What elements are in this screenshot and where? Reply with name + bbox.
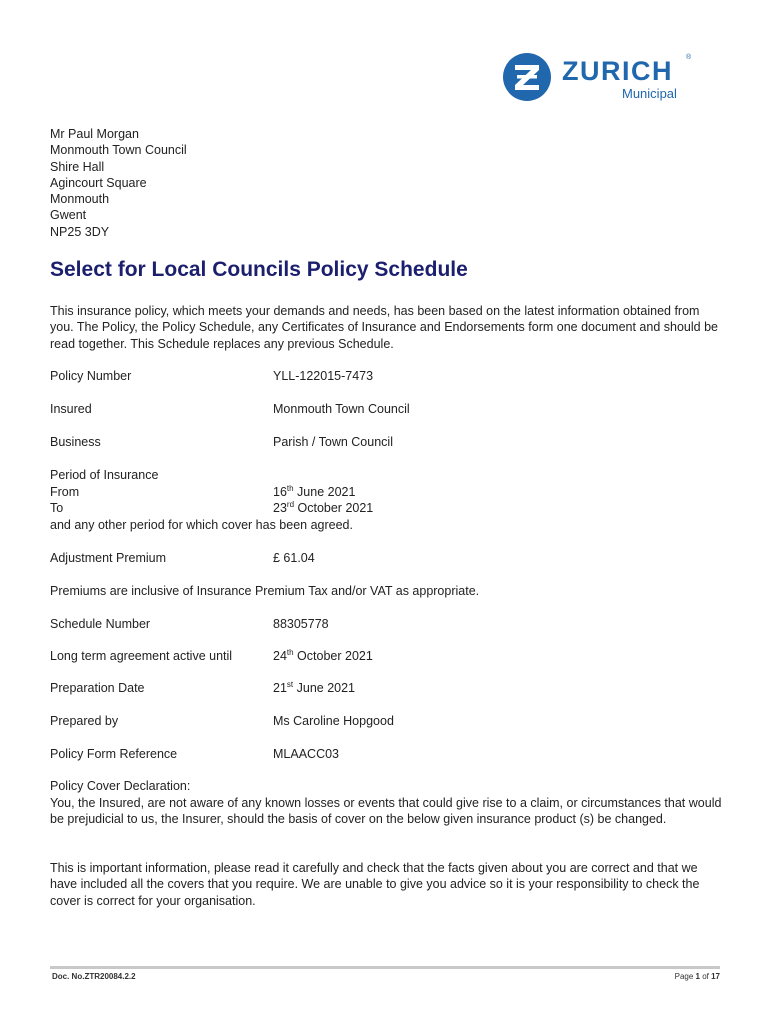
field-label: Prepared by xyxy=(50,714,119,728)
field-label: Adjustment Premium xyxy=(50,551,167,565)
important-notice: This is important information, please read it carefully and check that the facts given about you are correct and that we have included all the covers that you require. We are unable to give you advice so it is your responsibility to check the cover is correct for your organisation. xyxy=(50,861,700,908)
period-from-value xyxy=(273,484,355,500)
date-suffix: st xyxy=(286,679,294,689)
page-total: 17 xyxy=(711,972,720,981)
business-value: Parish / Town Council xyxy=(273,435,393,449)
date-day: 24 xyxy=(273,649,287,663)
insured-value: Monmouth Town Council xyxy=(273,402,410,416)
insured-row xyxy=(50,401,730,417)
period-heading-row xyxy=(50,467,730,483)
field-label: From xyxy=(50,485,80,499)
intro-paragraph: This insurance policy, which meets your demands and needs, has been based on the latest information obtained from you. The Policy, the Policy Schedule, any Certificates of Insurance and Endorsements form one document and should be read together. This Schedule replaces any previous Schedule. xyxy=(50,304,718,351)
field-label: Policy Number xyxy=(50,369,132,383)
page-current: 1 xyxy=(695,972,700,981)
field-label: Policy Form Reference xyxy=(50,747,178,761)
address-line: Shire Hall xyxy=(50,159,105,174)
date-rest: October 2021 xyxy=(293,649,373,663)
field-label: Insured xyxy=(50,402,92,416)
adjustment-premium-row xyxy=(50,550,730,566)
declaration-heading: Policy Cover Declaration: xyxy=(50,779,191,793)
business-row xyxy=(50,434,730,450)
period-from-row xyxy=(50,484,730,500)
recipient-address xyxy=(50,126,187,240)
field-label: To xyxy=(50,501,64,515)
address-line: Monmouth xyxy=(50,192,110,207)
period-note-row xyxy=(50,517,730,533)
field-label: Preparation Date xyxy=(50,681,145,695)
period-to-value xyxy=(273,500,373,516)
period-heading: Period of Insurance xyxy=(50,468,159,482)
schedule-number-value: 88305778 xyxy=(273,617,329,631)
field-label: Schedule Number xyxy=(50,617,151,631)
period-to-row xyxy=(50,500,730,516)
date-rest: June 2021 xyxy=(293,681,355,695)
address-line: Mr Paul Morgan xyxy=(50,127,139,141)
preparation-date-row xyxy=(50,680,730,696)
document-number: Doc. No.ZTR20084.2.2 xyxy=(52,972,136,981)
period-note: and any other period for which cover has been agreed. xyxy=(50,518,353,532)
page-indicator xyxy=(675,972,720,981)
logo-subtitle: Municipal xyxy=(622,86,677,101)
field-label: Business xyxy=(50,435,101,449)
zurich-z-emblem-icon xyxy=(502,52,552,102)
registered-mark: ® xyxy=(686,54,692,61)
adjustment-premium-value: £ 61.04 xyxy=(273,551,315,565)
address-line: Monmouth Town Council xyxy=(50,143,187,158)
prepared-by-row xyxy=(50,713,730,729)
prepared-by-value: Ms Caroline Hopgood xyxy=(273,714,394,728)
page-prefix: Page xyxy=(674,972,696,981)
logo-wordmark: ZURICH xyxy=(562,56,673,86)
footer-divider xyxy=(50,966,720,969)
policy-number-value: YLL-122015-7473 xyxy=(273,369,374,383)
date-suffix: th xyxy=(286,483,294,493)
date-suffix: th xyxy=(286,647,294,657)
field-label: Long term agreement active until xyxy=(50,649,233,663)
long-term-agreement-row xyxy=(50,648,730,664)
date-suffix: rd xyxy=(286,499,295,509)
address-line: NP25 3DY xyxy=(50,224,110,239)
premium-note: Premiums are inclusive of Insurance Premium Tax and/or VAT as appropriate. xyxy=(50,584,480,598)
date-day: 21 xyxy=(273,681,287,695)
date-day: 16 xyxy=(273,485,287,499)
date-rest: October 2021 xyxy=(294,501,374,515)
policy-form-value: MLAACC03 xyxy=(273,747,339,761)
date-rest: June 2021 xyxy=(293,485,356,499)
page-title: Select for Local Councils Policy Schedule xyxy=(50,258,468,281)
date-day: 23 xyxy=(273,501,287,515)
schedule-number-row xyxy=(50,616,730,632)
policy-form-row xyxy=(50,746,730,762)
page-of: of xyxy=(699,972,712,981)
address-line: Gwent xyxy=(50,208,87,223)
zurich-municipal-logo xyxy=(502,52,702,106)
premium-note-row xyxy=(50,583,730,599)
long-term-value xyxy=(273,648,373,664)
address-line: Agincourt Square xyxy=(50,175,147,190)
policy-number-row xyxy=(50,368,730,384)
preparation-date-value xyxy=(273,680,355,696)
declaration-text: You, the Insured, are not aware of any known losses or events that could give rise to a claim, or circumstances that would be prejudicial to us, the Insurer, should the basis of cover on the below given insurance product (s) be changed. xyxy=(50,796,722,827)
